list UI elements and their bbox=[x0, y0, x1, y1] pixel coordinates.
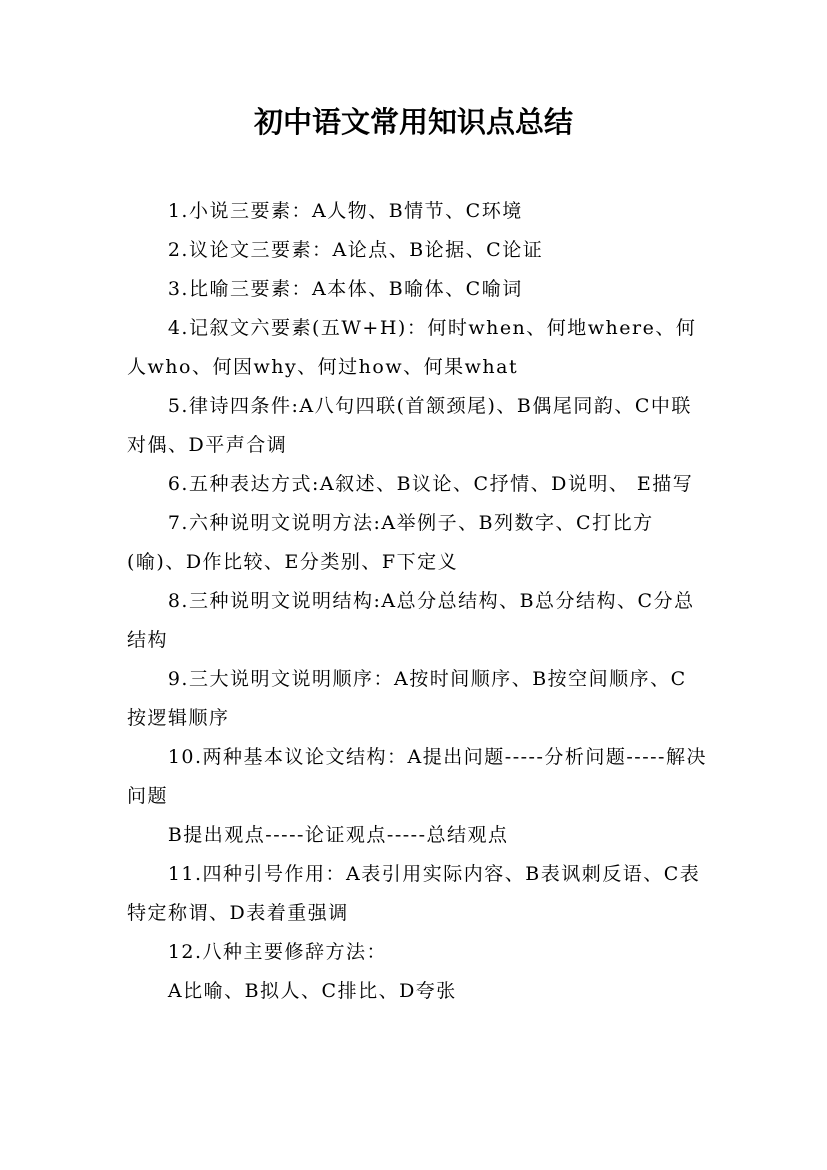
document-title: 初中语文常用知识点总结 bbox=[253, 105, 573, 139]
document-body bbox=[127, 192, 707, 1011]
paragraph-4: 4.记叙文六要素(五W+H)：何时when、何地where、何人who、何因why、何过how、何果what bbox=[127, 317, 697, 378]
paragraph-3: 3.比喻三要素：A本体、B喻体、C喻词 bbox=[167, 278, 523, 300]
paragraph-10b: B提出观点-----论证观点-----总结观点 bbox=[167, 824, 509, 846]
paragraph-8: 8.三种说明文说明结构:A总分总结构、B总分结构、C分总结构 bbox=[127, 590, 695, 651]
paragraph-6: 6.五种表达方式:A叙述、B议论、C抒情、D说明、 E描写 bbox=[167, 473, 694, 495]
paragraph-2: 2.议论文三要素：A论点、B论据、C论证 bbox=[167, 239, 544, 261]
paragraph-12: 12.八种主要修辞方法： bbox=[167, 941, 388, 963]
paragraph-1: 1.小说三要素：A人物、B情节、C环境 bbox=[167, 200, 523, 222]
paragraph-5: 5.律诗四条件:A八句四联(首颔颈尾)、B偶尾同韵、C中联对偶、D平声合调 bbox=[127, 395, 692, 456]
paragraph-9: 9.三大说明文说明顺序：A按时间顺序、B按空间顺序、C按逻辑顺序 bbox=[127, 668, 687, 729]
paragraph-12b: A比喻、B拟人、C排比、D夸张 bbox=[167, 980, 457, 1002]
paragraph-7: 7.六种说明文说明方法:A举例子、B列数字、C打比方(喻)、D作比较、E分类别、F下定义 bbox=[127, 512, 654, 573]
paragraph-10: 10.两种基本议论文结构：A提出问题-----分析问题-----解决问题 bbox=[127, 746, 707, 807]
paragraph-11: 11.四种引号作用：A表引用实际内容、B表讽刺反语、C表特定称谓、D表着重强调 bbox=[127, 863, 701, 924]
